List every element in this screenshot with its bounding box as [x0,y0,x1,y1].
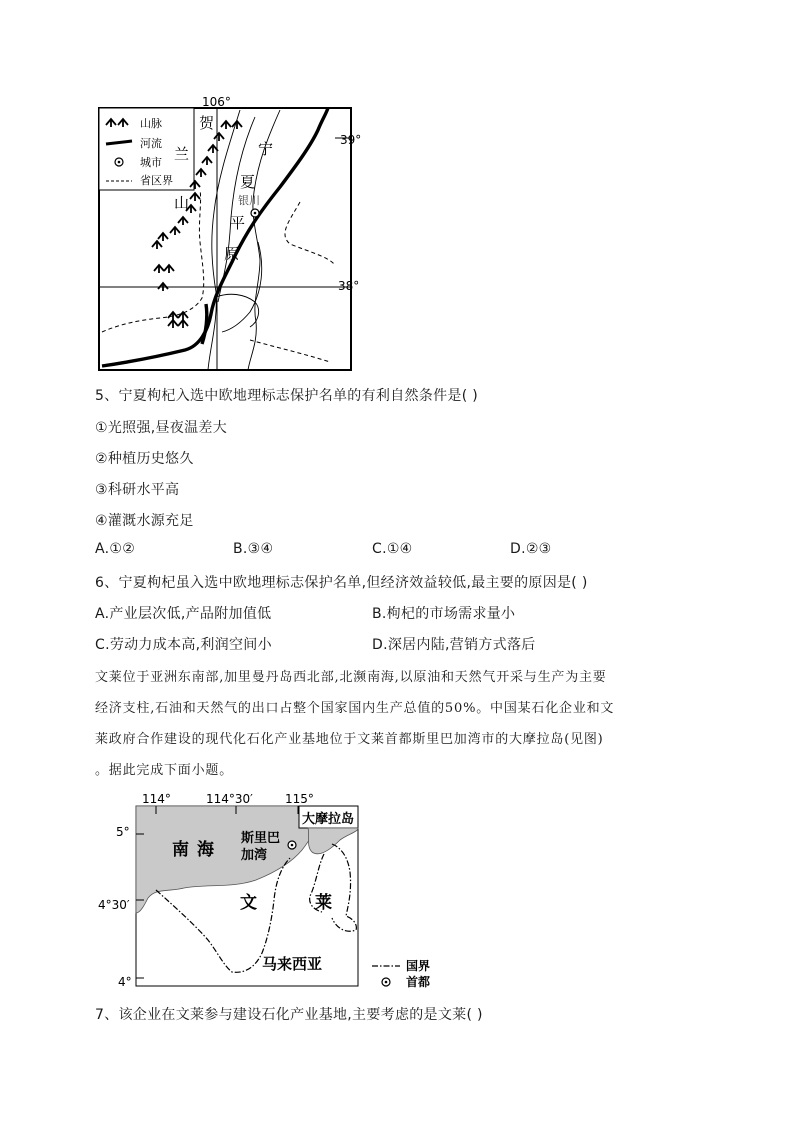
label-xia: 夏 [240,173,256,191]
passage-line-2: 经济支柱,石油和天然气的出口占整个国家国内生产总值的50%。中国某石化企业和文 [95,701,615,716]
label-he: 贺 [199,114,215,132]
canal-line-1 [218,117,255,302]
label-lai: 莱 [315,893,332,913]
lon-label-114-30: 114°30′ [206,792,253,806]
lon-label-115: 115° [285,792,314,806]
capital-icon [288,841,296,849]
yellow-river-lower [202,304,207,344]
lat-label-5: 5° [116,825,130,839]
brunei-map [96,788,448,994]
label-lan: 兰 [174,145,190,163]
q5-item-1: ①光照强,昼夜温差大 [95,420,228,436]
legend-capital-icon [382,978,390,986]
label-malaysia: 马来西亚 [262,955,323,973]
q5-item-4: ④灌溉水源充足 [95,513,194,529]
q5-option-c[interactable]: C.①④ [372,541,413,557]
q5-item-3: ③科研水平高 [95,482,180,498]
q6-option-b[interactable]: B.枸杞的市场需求量小 [372,606,516,622]
q5-item-2: ②种植历史悠久 [95,451,194,467]
legend-border-label: 省区界 [140,174,173,187]
lat-label-38: 38° [338,279,360,293]
q6-option-d[interactable]: D.深居内陆,营销方式落后 [372,637,536,653]
q5-option-b[interactable]: B.③④ [233,541,274,557]
label-yinchuan: 银川 [238,194,260,207]
legend-border-label: 国界 [406,959,431,973]
ningxia-map [90,92,380,374]
passage-line-1: 文莱位于亚洲东南部,加里曼丹岛西北部,北濒南海,以原油和天然气开采与生产为主要 [95,670,607,685]
label-yuan: 原 [224,245,240,263]
q7-stem: 7、该企业在文莱参与建设石化产业基地,主要考虑的是文莱( ) [95,1007,483,1023]
q6-option-c[interactable]: C.劳动力成本高,利润空间小 [95,637,272,653]
q5-option-a[interactable]: A.①② [95,541,136,557]
label-wen: 文 [240,893,257,913]
province-border-east [285,202,334,264]
lat-label-4-30: 4°30′ [98,898,130,912]
label-muara-island: 大摩拉岛 [302,812,355,827]
legend-capital-label: 首都 [406,975,431,989]
province-border-southeast [250,340,330,362]
q6-option-a[interactable]: A.产业层次低,产品附加值低 [95,606,272,622]
legend-river-label: 河流 [140,137,162,150]
q6-stem: 6、宁夏枸杞虽入选中欧地理标志保护名单,但经济效益较低,最主要的原因是( ) [95,575,588,591]
canal-line-3 [216,294,259,327]
lon-label-106: 106° [202,95,231,109]
label-capital-2: 加湾 [241,848,268,863]
passage-line-3: 莱政府合作建设的现代化石化产业基地位于文莱首都斯里巴加湾市的大摩拉岛(见图) [95,732,604,747]
lon-label-114: 114° [142,792,171,806]
q5-stem: 5、宁夏枸杞入选中欧地理标志保护名单的有利自然条件是( ) [95,388,478,404]
passage-line-4: 。据此完成下面小题。 [95,763,234,778]
label-south-china-sea: 南海 [172,840,222,860]
legend-mountain-label: 山脉 [140,117,162,130]
label-shan: 山 [174,194,190,212]
lat-label-4: 4° [118,975,132,989]
yinchuan-city-icon [251,209,259,217]
lat-label-39: 39° [340,133,362,147]
q5-option-d[interactable]: D.②③ [510,541,552,557]
label-ning: 宁 [258,140,274,158]
label-ping: 平 [230,214,246,232]
label-capital-1: 斯里巴 [241,831,281,846]
legend-city-label: 城市 [140,156,162,169]
